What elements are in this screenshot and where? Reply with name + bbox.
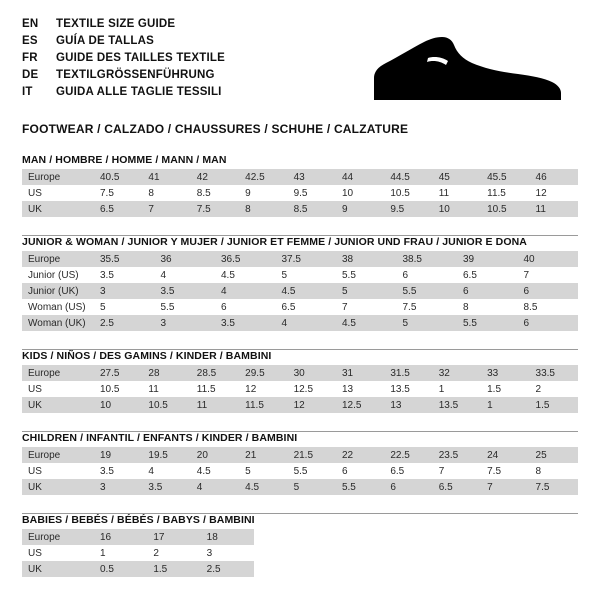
size-cell: 33.5 (530, 365, 578, 381)
size-cell: 3.5 (215, 315, 276, 331)
size-cell: 46 (530, 169, 578, 185)
size-cell: 5.5 (155, 299, 216, 315)
size-table (22, 447, 578, 495)
size-cell: 13.5 (433, 397, 481, 413)
size-cell: 7 (336, 299, 397, 315)
row-label: Europe (22, 251, 94, 267)
language-code: FR (22, 52, 38, 64)
size-cell: 10 (94, 397, 142, 413)
size-cell: 4 (155, 267, 216, 283)
row-label: Europe (22, 169, 94, 185)
language-code: IT (22, 86, 33, 98)
size-cell: 6.5 (384, 463, 432, 479)
language-code: ES (22, 35, 38, 47)
size-cell: 17 (147, 529, 200, 545)
size-cell: 6.5 (457, 267, 518, 283)
size-table-block (22, 154, 578, 217)
size-cell: 5.5 (397, 283, 458, 299)
size-cell: 7.5 (481, 463, 529, 479)
row-label: Woman (US) (22, 299, 94, 315)
size-cell: 9 (336, 201, 384, 217)
size-cell: 8.5 (518, 299, 579, 315)
size-cell: 21.5 (288, 447, 336, 463)
size-tables (22, 154, 578, 577)
size-cell: 40 (518, 251, 579, 267)
size-cell: 38 (336, 251, 397, 267)
size-cell: 18 (201, 529, 254, 545)
row-label: US (22, 185, 94, 201)
size-cell: 10.5 (481, 201, 529, 217)
size-cell: 13.5 (384, 381, 432, 397)
size-cell: 5 (94, 299, 155, 315)
size-cell: 5.5 (288, 463, 336, 479)
size-cell: 37.5 (276, 251, 337, 267)
size-cell: 36.5 (215, 251, 276, 267)
size-cell: 5 (397, 315, 458, 331)
size-cell: 19.5 (142, 447, 190, 463)
row-label: Europe (22, 529, 94, 545)
size-table (22, 169, 578, 217)
size-cell: 39 (457, 251, 518, 267)
size-cell: 10.5 (142, 397, 190, 413)
size-cell: 45 (433, 169, 481, 185)
size-cell: 24 (481, 447, 529, 463)
size-cell: 9.5 (384, 201, 432, 217)
size-cell: 5.5 (336, 267, 397, 283)
size-cell: 2.5 (201, 561, 254, 577)
size-cell: 5 (276, 267, 337, 283)
size-cell: 7 (142, 201, 190, 217)
size-cell: 23.5 (433, 447, 481, 463)
page-header (22, 16, 578, 112)
row-label: UK (22, 561, 94, 577)
size-cell: 3 (155, 315, 216, 331)
size-cell: 13 (336, 381, 384, 397)
size-cell: 6 (518, 283, 579, 299)
row-label: UK (22, 201, 94, 217)
size-cell: 9 (239, 185, 287, 201)
size-cell: 38.5 (397, 251, 458, 267)
size-cell: 45.5 (481, 169, 529, 185)
size-cell: 11 (142, 381, 190, 397)
size-cell: 4 (276, 315, 337, 331)
size-cell: 12 (239, 381, 287, 397)
size-cell: 12.5 (336, 397, 384, 413)
size-cell: 6 (457, 283, 518, 299)
language-guide-title: GUIDE DES TAILLES TEXTILE (56, 52, 225, 64)
table-row (22, 561, 254, 577)
size-cell: 7.5 (397, 299, 458, 315)
size-cell: 8 (239, 201, 287, 217)
size-cell: 3 (94, 283, 155, 299)
size-cell: 3.5 (94, 463, 142, 479)
size-cell: 6 (215, 299, 276, 315)
language-code: DE (22, 69, 39, 81)
size-cell: 31 (336, 365, 384, 381)
table-row (22, 201, 578, 217)
size-cell: 11 (191, 397, 239, 413)
size-cell: 6 (397, 267, 458, 283)
table-row (22, 315, 578, 331)
size-cell: 5 (288, 479, 336, 495)
row-label: US (22, 545, 94, 561)
size-cell: 42 (191, 169, 239, 185)
row-label: Junior (UK) (22, 283, 94, 299)
page-title: FOOTWEAR / CALZADO / CHAUSSURES / SCHUHE / CALZATURE (22, 122, 409, 136)
table-row (22, 251, 578, 267)
size-cell: 12.5 (288, 381, 336, 397)
table-row (22, 479, 578, 495)
size-cell: 44.5 (384, 169, 432, 185)
size-table-block (22, 349, 578, 413)
size-cell: 1 (433, 381, 481, 397)
size-cell: 3.5 (142, 479, 190, 495)
row-label: UK (22, 479, 94, 495)
size-cell: 41 (142, 169, 190, 185)
size-cell: 10 (433, 201, 481, 217)
size-cell: 22 (336, 447, 384, 463)
size-cell: 10.5 (384, 185, 432, 201)
size-table (22, 529, 254, 577)
size-cell: 19 (94, 447, 142, 463)
size-cell: 8 (457, 299, 518, 315)
size-cell: 3.5 (94, 267, 155, 283)
size-cell: 4.5 (191, 463, 239, 479)
size-cell: 12 (288, 397, 336, 413)
size-cell: 44 (336, 169, 384, 185)
size-cell: 11.5 (191, 381, 239, 397)
size-cell: 7 (433, 463, 481, 479)
table-row (22, 545, 254, 561)
language-guide-title: TEXTILGRÖSSENFÜHRUNG (56, 69, 215, 81)
size-cell: 28.5 (191, 365, 239, 381)
table-row (22, 447, 578, 463)
size-cell: 21 (239, 447, 287, 463)
size-cell: 2.5 (94, 315, 155, 331)
size-cell: 5.5 (457, 315, 518, 331)
size-cell: 25 (530, 447, 578, 463)
size-cell: 11 (433, 185, 481, 201)
size-cell: 43 (288, 169, 336, 185)
table-row (22, 463, 578, 479)
size-cell: 7.5 (191, 201, 239, 217)
size-cell: 30 (288, 365, 336, 381)
row-label: US (22, 463, 94, 479)
size-cell: 5.5 (336, 479, 384, 495)
size-cell: 4.5 (239, 479, 287, 495)
size-cell: 1.5 (147, 561, 200, 577)
size-cell: 40.5 (94, 169, 142, 185)
size-cell: 6.5 (94, 201, 142, 217)
table-row (22, 397, 578, 413)
size-cell: 10.5 (94, 381, 142, 397)
size-cell: 22.5 (384, 447, 432, 463)
size-table-block (22, 235, 578, 331)
size-cell: 6 (336, 463, 384, 479)
size-cell: 32 (433, 365, 481, 381)
language-row (22, 16, 578, 33)
size-cell: 9.5 (288, 185, 336, 201)
row-label: US (22, 381, 94, 397)
table-row (22, 529, 254, 545)
size-cell: 1 (481, 397, 529, 413)
table-row (22, 283, 578, 299)
table-row (22, 267, 578, 283)
size-cell: 4 (215, 283, 276, 299)
size-cell: 4.5 (336, 315, 397, 331)
size-table-title: BABIES / BEBÉS / BÉBÉS / BABYS / BAMBINI (22, 514, 255, 526)
size-cell: 27.5 (94, 365, 142, 381)
dress-shoe-icon (368, 34, 568, 104)
size-cell: 6 (384, 479, 432, 495)
table-row (22, 185, 578, 201)
size-table-block (22, 513, 578, 577)
size-cell: 3 (201, 545, 254, 561)
size-cell: 5 (336, 283, 397, 299)
size-cell: 31.5 (384, 365, 432, 381)
table-row (22, 381, 578, 397)
language-guide-title: GUIDA ALLE TAGLIE TESSILI (56, 86, 222, 98)
size-cell: 33 (481, 365, 529, 381)
language-guide-title: TEXTILE SIZE GUIDE (56, 18, 176, 30)
language-guide-title: GUÍA DE TALLAS (56, 35, 154, 47)
table-row (22, 299, 578, 315)
size-cell: 3.5 (155, 283, 216, 299)
size-cell: 2 (530, 381, 578, 397)
size-cell: 11.5 (481, 185, 529, 201)
size-table-title: KIDS / NIÑOS / DES GAMINS / KINDER / BAMBINI (22, 350, 272, 362)
size-cell: 8.5 (191, 185, 239, 201)
size-cell: 2 (147, 545, 200, 561)
size-cell: 7.5 (530, 479, 578, 495)
size-cell: 8.5 (288, 201, 336, 217)
size-cell: 13 (384, 397, 432, 413)
size-cell: 8 (530, 463, 578, 479)
size-table (22, 251, 578, 331)
size-table-block (22, 431, 578, 495)
size-cell: 36 (155, 251, 216, 267)
size-cell: 6 (518, 315, 579, 331)
size-table-title: JUNIOR & WOMAN / JUNIOR Y MUJER / JUNIOR ET FEMME / JUNIOR UND FRAU / JUNIOR E DONA (22, 236, 527, 248)
row-label: Woman (UK) (22, 315, 94, 331)
size-table (22, 365, 578, 413)
size-cell: 29.5 (239, 365, 287, 381)
size-cell: 4.5 (276, 283, 337, 299)
size-cell: 7 (481, 479, 529, 495)
size-cell: 6.5 (433, 479, 481, 495)
size-cell: 4.5 (215, 267, 276, 283)
size-table-title: MAN / HOMBRE / HOMME / MANN / MAN (22, 154, 227, 166)
size-cell: 42.5 (239, 169, 287, 185)
size-cell: 6.5 (276, 299, 337, 315)
size-cell: 1.5 (530, 397, 578, 413)
size-cell: 4 (142, 463, 190, 479)
size-cell: 20 (191, 447, 239, 463)
size-cell: 8 (142, 185, 190, 201)
row-label: Europe (22, 447, 94, 463)
table-row (22, 365, 578, 381)
size-cell: 7 (518, 267, 579, 283)
size-cell: 12 (530, 185, 578, 201)
language-code: EN (22, 18, 39, 30)
size-cell: 16 (94, 529, 147, 545)
size-cell: 28 (142, 365, 190, 381)
size-cell: 3 (94, 479, 142, 495)
size-cell: 5 (239, 463, 287, 479)
row-label: Junior (US) (22, 267, 94, 283)
size-cell: 1.5 (481, 381, 529, 397)
size-cell: 11.5 (239, 397, 287, 413)
size-cell: 4 (191, 479, 239, 495)
row-label: UK (22, 397, 94, 413)
size-cell: 0.5 (94, 561, 147, 577)
size-cell: 1 (94, 545, 147, 561)
size-cell: 10 (336, 185, 384, 201)
size-cell: 35.5 (94, 251, 155, 267)
size-cell: 7.5 (94, 185, 142, 201)
table-row (22, 169, 578, 185)
row-label: Europe (22, 365, 94, 381)
size-cell: 11 (530, 201, 578, 217)
size-table-title: CHILDREN / INFANTIL / ENFANTS / KINDER / BAMBINI (22, 432, 298, 444)
